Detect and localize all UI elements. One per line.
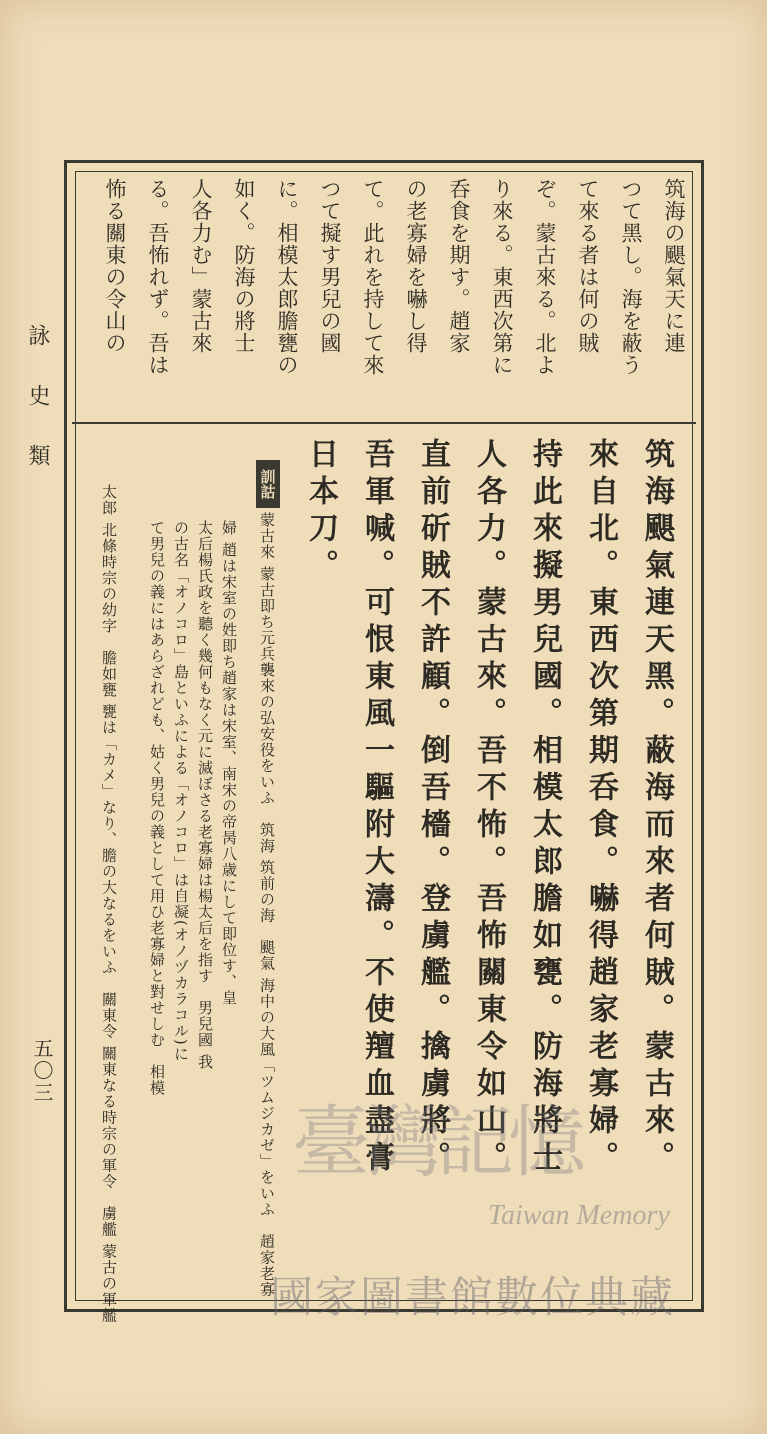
kana-column: の老寡婦を嚇し得 [404,178,428,354]
watermark-english: Taiwan Memory [488,1200,670,1231]
section-divider [72,422,696,424]
kana-column: 呑食を期す。趙家 [447,178,471,354]
kana-column: 人各力む」蒙古來 [189,178,213,354]
kana-column: ぞ。蒙古來る。北よ [533,178,557,376]
kundoku-label: 訓詁 [256,460,280,508]
poem-column: 直前斫賊不許顧。倒吾檣。登虜艦。擒虜將。 [415,438,450,1178]
kana-column: に。相模太郎膽甕の [275,178,299,376]
watermark-seal-graphic: 臺灣記憶 [292,1098,581,1188]
kana-column: つて擬す男兒の國 [318,178,342,354]
poem-column: 持此來擬男兒國。相模太郎膽如甕。防海將士 [527,438,562,1178]
kana-column: 筑海の颶氣天に連 [662,178,686,354]
poem-column: 日本刀。 [303,438,338,586]
page-number: 五〇三 [30,1038,54,1104]
gloss-column: て男兒の義にはあらざれども、姑く男兒の義として用ひ老寡婦と對せしむ 相模 [148,520,166,1096]
kana-column: て來る者は何の賊 [576,178,600,354]
poem-column: 筑海颶氣連天黑。蔽海而來者何賊。蒙古來。 [639,438,674,1178]
poem-column: 來自北。東西次第期呑食。嚇得趙家老寡婦。 [583,438,618,1178]
gloss-column: 太后楊氏政を聽く幾何もなく元に滅ぼさる老寡婦は楊太后を指す 男兒國 我 [196,520,214,1070]
gloss-column: 蒙古來 蒙古即ち元兵襲來の弘安役をいふ 筑海 筑前の海 颶氣 海中の大風「ツムジカゼ」をいふ 趙家老寡 [258,512,276,1298]
kana-reading-section [84,172,694,416]
kana-column: る。吾怖れず。吾は [146,178,170,376]
running-title: 詠史類 [25,324,50,504]
poem-column: 人各力。蒙古來。吾不怖。吾怖關東令如山。 [471,438,506,1178]
kana-column: 如く。防海の將士 [232,178,256,354]
poem-column: 吾軍喊。可恨東風一驅附大濤。不使羶血盡膏 [359,438,394,1178]
watermark-chinese: 國家圖書館數位典藏 [270,1273,675,1323]
kana-column: つて黑し。海を蔽う [619,178,643,376]
kana-column: り來る。東西次第に [490,178,514,376]
gloss-column: 婦 趙は宋室の姓即ち趙家は宋室、南宋の帝昺八歳にして即位す、皇 [220,520,238,1006]
gloss-column: の古名「オノコロ」島といふによる「オノコロ」は自凝(オノヅカラコル)に [172,520,190,1062]
kana-column: 怖る關東の令山の [103,178,127,354]
gloss-column: 太郎 北條時宗の幼字 膽如甕 甕は「カメ」なり、膽の大なるをいふ 關東令 關東なる時宗の軍令 虜艦 蒙古の軍艦 [100,484,118,1324]
kana-column: て。此れを持して來 [361,178,385,376]
